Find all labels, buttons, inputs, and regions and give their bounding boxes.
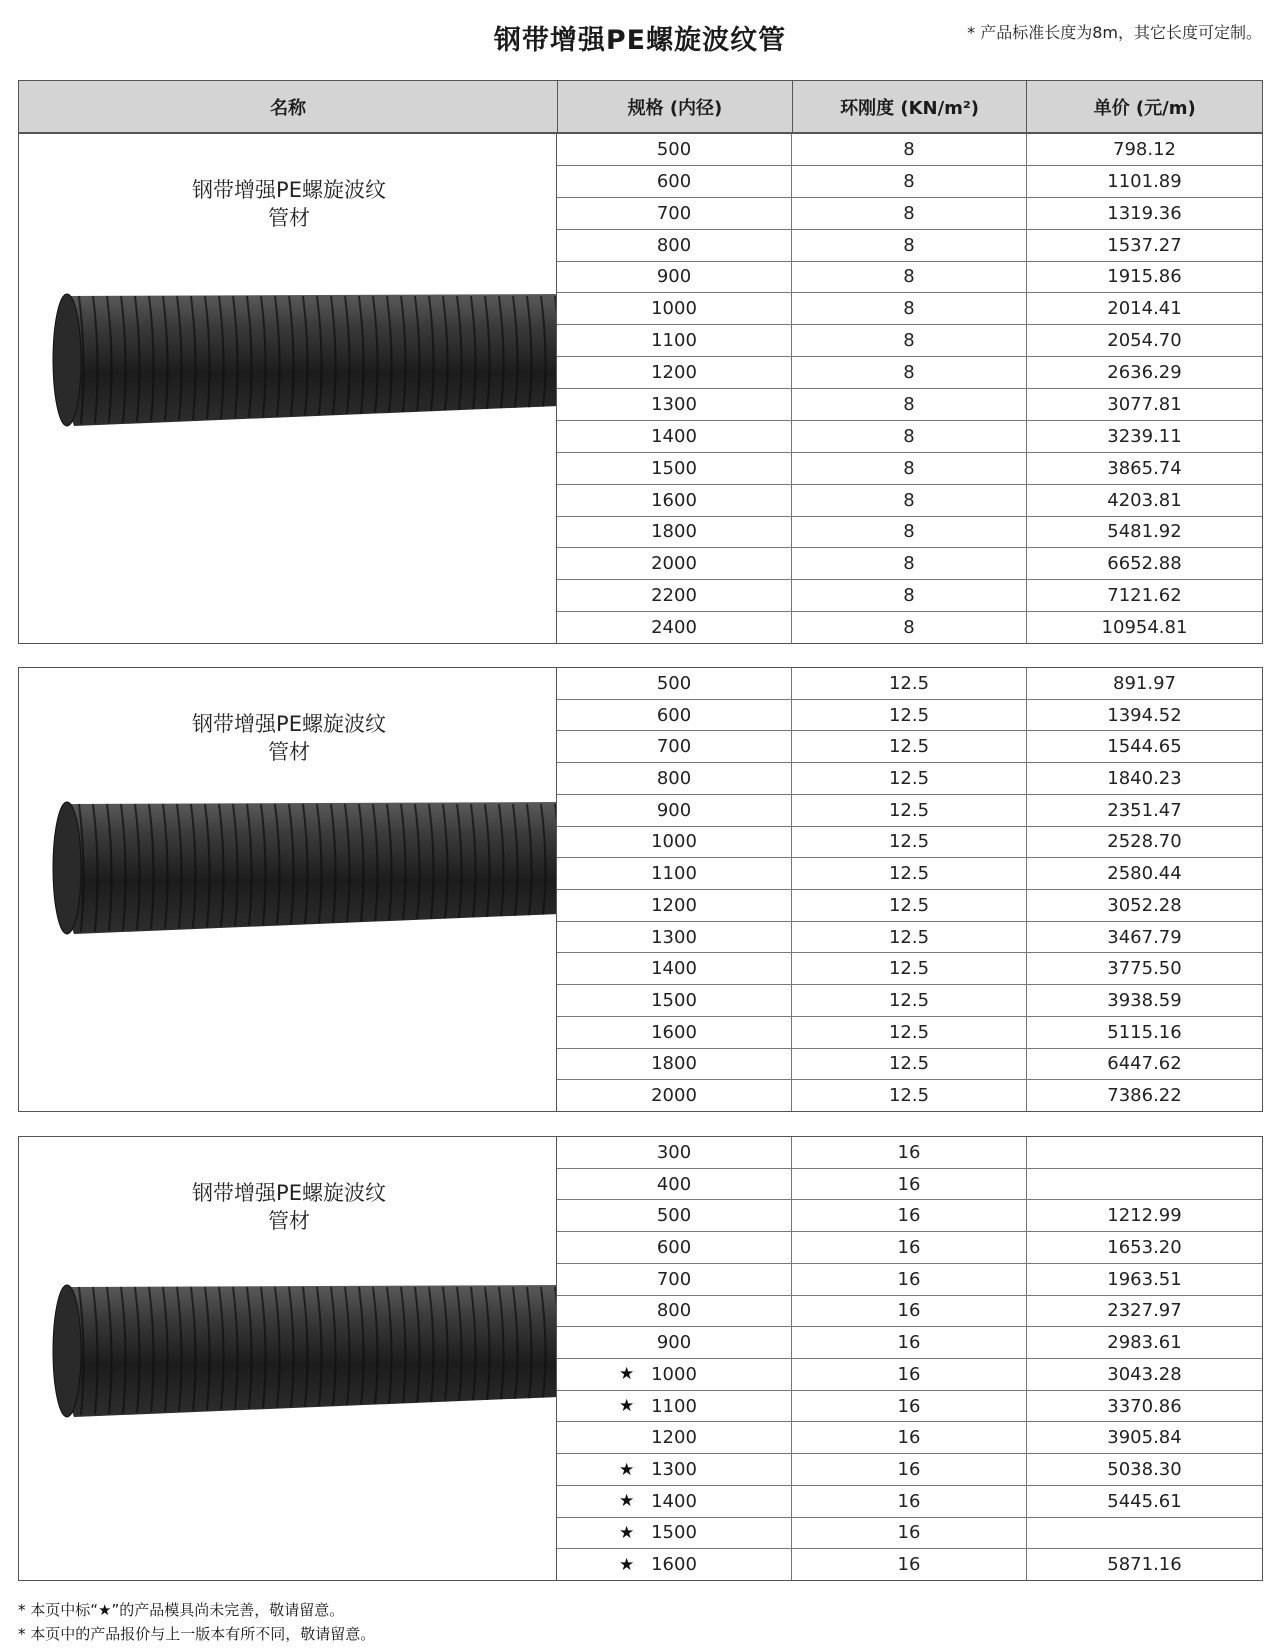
spec-cell bbox=[557, 230, 792, 261]
price-cell: 1840.23 bbox=[1107, 768, 1182, 790]
spec-value: 600 bbox=[656, 704, 692, 726]
table-row bbox=[557, 1486, 1262, 1518]
table-row bbox=[557, 1518, 1262, 1550]
ring-stiffness-cell: 8 bbox=[792, 580, 1027, 611]
ring-stiffness-cell: 8 bbox=[792, 517, 1027, 548]
spec-cell bbox=[557, 166, 792, 197]
table-row bbox=[557, 922, 1262, 954]
spec-value: 2400 bbox=[651, 617, 697, 639]
table-row bbox=[557, 1169, 1262, 1201]
page-title: 钢带增强PE螺旋波纹管 bbox=[493, 25, 787, 56]
ring-stiffness-cell: 16 bbox=[792, 1264, 1027, 1295]
price-cell: 5445.61 bbox=[1107, 1490, 1182, 1512]
product-name bbox=[19, 176, 557, 232]
ring-stiffness-cell: 12.5 bbox=[792, 953, 1027, 984]
ring-stiffness-cell: 8 bbox=[792, 421, 1027, 452]
pipe-image bbox=[49, 284, 557, 434]
footnote: * 本页中的产品报价与上一版本有所不同，敬请留意。 bbox=[18, 1625, 376, 1643]
spec-cell bbox=[557, 985, 792, 1016]
table-row bbox=[557, 827, 1262, 859]
spec-value: 800 bbox=[656, 234, 692, 256]
ring-stiffness-cell: 12.5 bbox=[792, 985, 1027, 1016]
ring-stiffness-cell: 12.5 bbox=[792, 668, 1027, 699]
price-cell: 3775.50 bbox=[1107, 958, 1182, 980]
price-cell: 1653.20 bbox=[1107, 1237, 1182, 1259]
spec-cell bbox=[557, 1200, 792, 1231]
table-row bbox=[557, 1454, 1262, 1486]
spec-cell bbox=[557, 548, 792, 579]
product-section bbox=[18, 667, 1263, 1112]
spec-cell bbox=[557, 1454, 792, 1485]
table-header bbox=[18, 80, 1263, 133]
spec-cell bbox=[557, 763, 792, 794]
ring-stiffness-cell: 16 bbox=[792, 1518, 1027, 1549]
table-row bbox=[557, 953, 1262, 985]
spec-value: 800 bbox=[656, 768, 692, 790]
ring-stiffness-cell: 16 bbox=[792, 1327, 1027, 1358]
table-row bbox=[557, 763, 1262, 795]
spec-value: 1200 bbox=[651, 362, 697, 384]
price-cell: 2580.44 bbox=[1107, 863, 1182, 885]
ring-stiffness-cell: 16 bbox=[792, 1391, 1027, 1422]
ring-stiffness-cell: 12.5 bbox=[792, 700, 1027, 731]
spec-cell bbox=[557, 1169, 792, 1200]
spec-cell bbox=[557, 1017, 792, 1048]
table-row bbox=[557, 668, 1262, 700]
table-row bbox=[557, 325, 1262, 357]
ring-stiffness-cell: 8 bbox=[792, 262, 1027, 293]
spec-cell bbox=[557, 612, 792, 643]
table-row bbox=[557, 1327, 1262, 1359]
spec-cell bbox=[557, 1518, 792, 1549]
spec-value: 500 bbox=[656, 1205, 692, 1227]
price-cell: 3052.28 bbox=[1107, 894, 1182, 916]
spec-cell bbox=[557, 1422, 792, 1453]
product-name-cell bbox=[19, 1137, 557, 1580]
product-section bbox=[18, 1136, 1263, 1581]
table-row bbox=[557, 890, 1262, 922]
spec-value: 800 bbox=[656, 1300, 692, 1322]
ring-stiffness-cell: 8 bbox=[792, 548, 1027, 579]
table-row bbox=[557, 1017, 1262, 1049]
price-cell: 1915.86 bbox=[1107, 266, 1182, 288]
star-icon: ★ bbox=[619, 1459, 635, 1480]
price-cell: 2636.29 bbox=[1107, 362, 1182, 384]
product-name-cell bbox=[19, 668, 557, 1111]
price-cell: 3467.79 bbox=[1107, 926, 1182, 948]
spec-cell bbox=[557, 795, 792, 826]
product-name-line1: 钢带增强PE螺旋波纹 bbox=[192, 712, 386, 736]
table-row bbox=[557, 166, 1262, 198]
price-cell: 1963.51 bbox=[1107, 1268, 1182, 1290]
spec-value: 600 bbox=[656, 1237, 692, 1259]
price-cell: 1101.89 bbox=[1107, 170, 1182, 192]
spec-value: 600 bbox=[656, 170, 692, 192]
spec-value: 1100 bbox=[651, 330, 697, 352]
table-row bbox=[557, 517, 1262, 549]
ring-stiffness-cell: 16 bbox=[792, 1454, 1027, 1485]
spec-cell bbox=[557, 1296, 792, 1327]
footnotes bbox=[18, 1598, 375, 1646]
spec-value: 1500 bbox=[651, 990, 697, 1012]
spec-cell bbox=[557, 325, 792, 356]
price-cell: 2528.70 bbox=[1107, 831, 1182, 853]
spec-cell bbox=[557, 700, 792, 731]
spec-cell bbox=[557, 517, 792, 548]
star-icon: ★ bbox=[619, 1364, 635, 1385]
spec-value: 1300 bbox=[651, 926, 697, 948]
product-name bbox=[19, 710, 557, 766]
price-cell: 3239.11 bbox=[1107, 425, 1182, 447]
ring-stiffness-cell: 12.5 bbox=[792, 1049, 1027, 1080]
spec-value: 700 bbox=[656, 736, 692, 758]
star-icon: ★ bbox=[619, 1491, 635, 1512]
spec-value: 500 bbox=[656, 672, 692, 694]
price-cell: 1537.27 bbox=[1107, 234, 1182, 256]
table-row bbox=[557, 453, 1262, 485]
spec-cell bbox=[557, 1137, 792, 1168]
product-section bbox=[18, 133, 1263, 644]
table-row bbox=[557, 612, 1262, 643]
spec-cell bbox=[557, 485, 792, 516]
table-row bbox=[557, 293, 1262, 325]
header-name: 名称 bbox=[19, 81, 558, 132]
spec-cell bbox=[557, 827, 792, 858]
ring-stiffness-cell: 8 bbox=[792, 166, 1027, 197]
ring-stiffness-cell: 8 bbox=[792, 325, 1027, 356]
spec-cell bbox=[557, 922, 792, 953]
ring-stiffness-cell: 8 bbox=[792, 134, 1027, 165]
price-cell: 7121.62 bbox=[1107, 585, 1182, 607]
ring-stiffness-cell: 12.5 bbox=[792, 1080, 1027, 1111]
spec-cell bbox=[557, 293, 792, 324]
spec-value: 2200 bbox=[651, 585, 697, 607]
spec-value: 2000 bbox=[651, 1085, 697, 1107]
spec-value: 500 bbox=[656, 138, 692, 160]
spec-cell bbox=[557, 389, 792, 420]
section-rows bbox=[557, 134, 1262, 643]
star-icon: ★ bbox=[619, 1396, 635, 1417]
ring-stiffness-cell: 16 bbox=[792, 1422, 1027, 1453]
spec-value: 300 bbox=[656, 1141, 692, 1163]
section-rows bbox=[557, 1137, 1262, 1580]
spec-cell bbox=[557, 580, 792, 611]
ring-stiffness-cell: 12.5 bbox=[792, 922, 1027, 953]
table-row bbox=[557, 1359, 1262, 1391]
product-name-cell bbox=[19, 134, 557, 643]
ring-stiffness-cell: 12.5 bbox=[792, 763, 1027, 794]
spec-cell bbox=[557, 198, 792, 229]
table-row bbox=[557, 1422, 1262, 1454]
spec-cell bbox=[557, 357, 792, 388]
spec-value: 1600 bbox=[651, 1554, 697, 1576]
spec-value: 1400 bbox=[651, 1490, 697, 1512]
spec-value: 1500 bbox=[651, 1522, 697, 1544]
table-row bbox=[557, 421, 1262, 453]
pipe-image bbox=[49, 1275, 557, 1425]
table-row bbox=[557, 262, 1262, 294]
spec-value: 1400 bbox=[651, 958, 697, 980]
ring-stiffness-cell: 16 bbox=[792, 1296, 1027, 1327]
ring-stiffness-cell: 12.5 bbox=[792, 858, 1027, 889]
price-cell: 7386.22 bbox=[1107, 1085, 1182, 1107]
price-cell: 6652.88 bbox=[1107, 553, 1182, 575]
pipe-end bbox=[53, 1285, 81, 1417]
spec-value: 1400 bbox=[651, 425, 697, 447]
spec-cell bbox=[557, 953, 792, 984]
price-cell: 3865.74 bbox=[1107, 457, 1182, 479]
price-cell: 5115.16 bbox=[1107, 1021, 1182, 1043]
ring-stiffness-cell: 16 bbox=[792, 1169, 1027, 1200]
product-name-line2: 管材 bbox=[268, 1209, 310, 1233]
spec-value: 900 bbox=[656, 1332, 692, 1354]
spec-value: 400 bbox=[656, 1173, 692, 1195]
table-row bbox=[557, 1264, 1262, 1296]
table-row bbox=[557, 985, 1262, 1017]
ring-stiffness-cell: 16 bbox=[792, 1486, 1027, 1517]
ring-stiffness-cell: 12.5 bbox=[792, 1017, 1027, 1048]
price-cell: 4203.81 bbox=[1107, 489, 1182, 511]
ring-stiffness-cell: 8 bbox=[792, 198, 1027, 229]
spec-cell bbox=[557, 890, 792, 921]
table-row bbox=[557, 1296, 1262, 1328]
product-name-line2: 管材 bbox=[268, 740, 310, 764]
price-cell: 2014.41 bbox=[1107, 298, 1182, 320]
pipe-end bbox=[53, 802, 81, 934]
product-name-line1: 钢带增强PE螺旋波纹 bbox=[192, 178, 386, 202]
star-icon: ★ bbox=[619, 1522, 635, 1543]
table-row bbox=[557, 1391, 1262, 1423]
spec-cell bbox=[557, 1080, 792, 1111]
table-row bbox=[557, 1049, 1262, 1081]
star-icon: ★ bbox=[619, 1554, 635, 1575]
price-cell: 2983.61 bbox=[1107, 1332, 1182, 1354]
spec-cell bbox=[557, 134, 792, 165]
table-row bbox=[557, 1232, 1262, 1264]
spec-value: 1600 bbox=[651, 1021, 697, 1043]
length-note: * 产品标准长度为8m，其它长度可定制。 bbox=[967, 23, 1262, 42]
ring-stiffness-cell: 16 bbox=[792, 1359, 1027, 1390]
spec-cell bbox=[557, 1049, 792, 1080]
spec-value: 900 bbox=[656, 266, 692, 288]
spec-value: 1200 bbox=[651, 1427, 697, 1449]
ring-stiffness-cell: 16 bbox=[792, 1137, 1027, 1168]
header-spec: 规格 (内径) bbox=[558, 81, 793, 132]
price-cell: 3938.59 bbox=[1107, 990, 1182, 1012]
price-cell bbox=[1027, 1169, 1262, 1200]
spec-cell bbox=[557, 858, 792, 889]
spec-cell bbox=[557, 1264, 792, 1295]
table-row bbox=[557, 548, 1262, 580]
pipe-image bbox=[49, 792, 557, 942]
pipe-body bbox=[61, 1285, 557, 1417]
ring-stiffness-cell: 8 bbox=[792, 453, 1027, 484]
ring-stiffness-cell: 8 bbox=[792, 293, 1027, 324]
spec-value: 1000 bbox=[651, 298, 697, 320]
pipe-end bbox=[53, 294, 81, 426]
table-row bbox=[557, 389, 1262, 421]
spec-cell bbox=[557, 731, 792, 762]
product-name-line1: 钢带增强PE螺旋波纹 bbox=[192, 1181, 386, 1205]
spec-value: 900 bbox=[656, 799, 692, 821]
table-row bbox=[557, 795, 1262, 827]
spec-value: 1100 bbox=[651, 1395, 697, 1417]
header-ring-stiffness: 环刚度 (KN/m²) bbox=[793, 81, 1028, 132]
table-row bbox=[557, 198, 1262, 230]
table-row bbox=[557, 357, 1262, 389]
ring-stiffness-cell: 12.5 bbox=[792, 890, 1027, 921]
spec-cell bbox=[557, 421, 792, 452]
spec-value: 1800 bbox=[651, 521, 697, 543]
price-cell: 3077.81 bbox=[1107, 393, 1182, 415]
table-row bbox=[557, 858, 1262, 890]
product-name-line2: 管材 bbox=[268, 206, 310, 230]
price-cell: 1394.52 bbox=[1107, 704, 1182, 726]
spec-value: 700 bbox=[656, 1268, 692, 1290]
table-row bbox=[557, 731, 1262, 763]
table-row bbox=[557, 700, 1262, 732]
price-cell: 1544.65 bbox=[1107, 736, 1182, 758]
spec-cell bbox=[557, 1486, 792, 1517]
price-cell: 1319.36 bbox=[1107, 202, 1182, 224]
spec-value: 2000 bbox=[651, 553, 697, 575]
header-unit-price: 单价 (元/m) bbox=[1093, 97, 1196, 119]
spec-value: 700 bbox=[656, 202, 692, 224]
price-cell: 3043.28 bbox=[1107, 1363, 1182, 1385]
spec-value: 1800 bbox=[651, 1053, 697, 1075]
footnote: * 本页中标“★”的产品模具尚未完善，敬请留意。 bbox=[18, 1601, 345, 1619]
spec-cell bbox=[557, 1359, 792, 1390]
spec-cell bbox=[557, 1327, 792, 1358]
ring-stiffness-cell: 16 bbox=[792, 1232, 1027, 1263]
price-cell: 6447.62 bbox=[1107, 1053, 1182, 1075]
spec-cell bbox=[557, 1391, 792, 1422]
ring-stiffness-cell: 12.5 bbox=[792, 795, 1027, 826]
table-row bbox=[557, 485, 1262, 517]
price-cell: 891.97 bbox=[1113, 672, 1176, 694]
spec-cell bbox=[557, 453, 792, 484]
ring-stiffness-cell: 16 bbox=[792, 1200, 1027, 1231]
spec-value: 1200 bbox=[651, 894, 697, 916]
pipe-body bbox=[61, 294, 557, 426]
spec-cell bbox=[557, 1549, 792, 1580]
pipe-body bbox=[61, 802, 557, 934]
table-row bbox=[557, 580, 1262, 612]
price-cell: 5038.30 bbox=[1107, 1459, 1182, 1481]
spec-value: 1000 bbox=[651, 1363, 697, 1385]
price-cell: 1212.99 bbox=[1107, 1205, 1182, 1227]
table-row bbox=[557, 230, 1262, 262]
spec-value: 1000 bbox=[651, 831, 697, 853]
product-name bbox=[19, 1179, 557, 1235]
ring-stiffness-cell: 8 bbox=[792, 485, 1027, 516]
table-row bbox=[557, 1080, 1262, 1111]
table-row bbox=[557, 134, 1262, 166]
spec-value: 1100 bbox=[651, 863, 697, 885]
price-cell: 5871.16 bbox=[1107, 1554, 1182, 1576]
ring-stiffness-cell: 8 bbox=[792, 389, 1027, 420]
ring-stiffness-cell: 8 bbox=[792, 612, 1027, 643]
ring-stiffness-cell: 8 bbox=[792, 230, 1027, 261]
price-cell bbox=[1027, 1137, 1262, 1168]
price-cell: 10954.81 bbox=[1101, 617, 1188, 639]
table-row bbox=[557, 1549, 1262, 1580]
table-row bbox=[557, 1200, 1262, 1232]
price-cell: 2054.70 bbox=[1107, 330, 1182, 352]
spec-cell bbox=[557, 668, 792, 699]
price-cell: 2351.47 bbox=[1107, 799, 1182, 821]
ring-stiffness-cell: 16 bbox=[792, 1549, 1027, 1580]
price-cell: 798.12 bbox=[1113, 138, 1176, 160]
price-cell bbox=[1027, 1518, 1262, 1549]
ring-stiffness-cell: 12.5 bbox=[792, 731, 1027, 762]
spec-cell bbox=[557, 262, 792, 293]
ring-stiffness-cell: 12.5 bbox=[792, 827, 1027, 858]
spec-cell bbox=[557, 1232, 792, 1263]
spec-value: 1500 bbox=[651, 457, 697, 479]
price-cell: 2327.97 bbox=[1107, 1300, 1182, 1322]
price-cell: 3905.84 bbox=[1107, 1427, 1182, 1449]
spec-value: 1600 bbox=[651, 489, 697, 511]
ring-stiffness-cell: 8 bbox=[792, 357, 1027, 388]
spec-value: 1300 bbox=[651, 393, 697, 415]
section-rows bbox=[557, 668, 1262, 1111]
price-cell: 3370.86 bbox=[1107, 1395, 1182, 1417]
price-cell: 5481.92 bbox=[1107, 521, 1182, 543]
table-row bbox=[557, 1137, 1262, 1169]
spec-value: 1300 bbox=[651, 1459, 697, 1481]
